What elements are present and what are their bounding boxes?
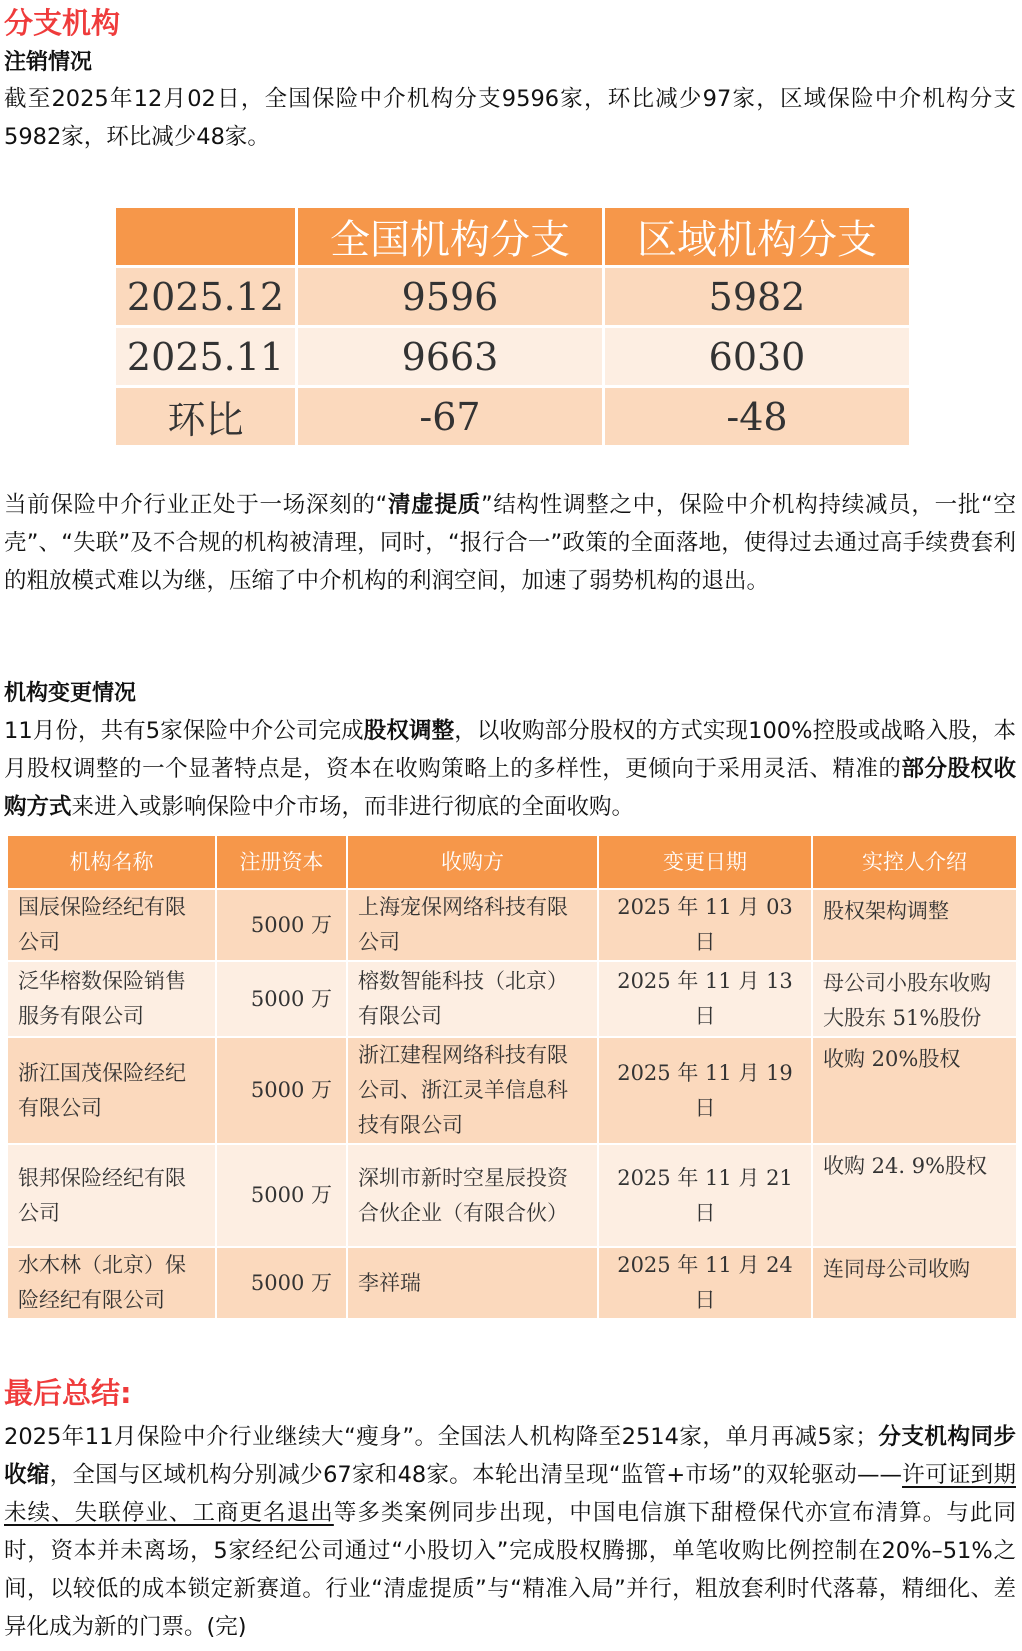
table-row	[7, 1037, 1017, 1144]
changes-bold: 部分股权收购方式	[4, 756, 1016, 820]
summary-cell: -48	[604, 387, 911, 447]
company-name-cell: 国辰保险经纪有限公司	[7, 889, 216, 961]
capital-cell: 5000 万	[216, 1037, 347, 1144]
analysis-text: 当前保险中介行业正处于一场深刻的“	[4, 492, 388, 518]
table-row	[7, 1247, 1017, 1319]
note-cell: 连同母公司收购	[812, 1247, 1017, 1319]
summary-cell: 5982	[604, 267, 911, 327]
changes-paragraph	[4, 712, 1016, 826]
changes-header-cell: 机构名称	[7, 835, 216, 889]
cancel-paragraph: 截至2025年12月02日，全国保险中介机构分支9596家，环比减少97家，区域保险中介机构分支5982家，环比减少48家。	[4, 86, 1016, 150]
acquirer-cell: 上海宠保网络科技有限公司	[347, 889, 598, 961]
summary-cell: 2025.11	[115, 327, 297, 387]
note-cell: 收购 20%股权	[812, 1037, 1017, 1144]
company-name-cell: 泛华榕数保险销售服务有限公司	[7, 961, 216, 1037]
acquirer-cell: 李祥瑞	[347, 1247, 598, 1319]
summary-text: ，全国与区域机构分别减少67家和48家。本轮出清呈现“监管+市场”的双轮驱动——	[49, 1462, 903, 1488]
changes-header-cell: 收购方	[347, 835, 598, 889]
note-cell: 股权架构调整	[812, 889, 1017, 961]
date-cell: 2025 年 11 月 24 日	[598, 1247, 812, 1319]
note-cell: 收购 24. 9%股权	[812, 1144, 1017, 1247]
table-row	[7, 961, 1017, 1037]
acquirer-cell: 深圳市新时空星辰投资合伙企业（有限合伙）	[347, 1144, 598, 1247]
changes-header-cell: 注册资本	[216, 835, 347, 889]
date-cell: 2025 年 11 月 19 日	[598, 1037, 812, 1144]
summary-cell: 9663	[297, 327, 604, 387]
changes-text: 来进入或影响保险中介市场，而非进行彻底的全面收购。	[71, 794, 635, 820]
section-title: 分支机构	[4, 6, 121, 40]
acquirer-cell: 榕数智能科技（北京）有限公司	[347, 961, 598, 1037]
summary-heading: 最后总结:	[4, 1376, 132, 1410]
summary-table-row	[115, 327, 911, 387]
summary-table-header	[115, 207, 911, 267]
summary-cell: -67	[297, 387, 604, 447]
date-cell: 2025 年 11 月 13 日	[598, 961, 812, 1037]
summary-text: 等多类案例同步出现，中国电信旗下甜橙保代亦宣布清算。与此同时，资本并未离场，5家经纪公司通过“小股切入”完成股权腾挪，单笔收购比例控制在20%–51%之间，以较低的成本锁定新赛道。行业“清虚提质”与“精准入局”并行，粗放套利时代落幕，精细化、差异化成为新的门票。(完)	[4, 1500, 1016, 1640]
changes-heading: 机构变更情况	[4, 681, 137, 706]
date-cell: 2025 年 11 月 21 日	[598, 1144, 812, 1247]
capital-cell: 5000 万	[216, 961, 347, 1037]
capital-cell: 5000 万	[216, 1144, 347, 1247]
note-cell: 母公司小股东收购大股东 51%股份	[812, 961, 1017, 1037]
changes-table-header	[7, 835, 1017, 889]
company-name-cell: 银邦保险经纪有限公司	[7, 1144, 216, 1247]
changes-text: 11月份，共有5家保险中介公司完成	[4, 718, 364, 744]
summary-paragraph	[4, 1418, 1016, 1646]
company-name-cell: 水木林（北京）保险经纪有限公司	[7, 1247, 216, 1319]
changes-table	[6, 834, 1018, 1320]
summary-cell: 环比	[115, 387, 297, 447]
table-row	[7, 1144, 1017, 1247]
analysis-text: ”结构性调整之中，保险中介机构持续减员，一批“空壳”、“失联”及不合规的机构被清理，同时，“报行合一”政策的全面落地，使得过去通过高手续费套利的粗放模式难以为继，压缩了中介机构的利润空间，加速了弱势机构的退出。	[4, 492, 1016, 594]
cancel-heading: 注销情况	[4, 50, 93, 75]
changes-header-cell: 变更日期	[598, 835, 812, 889]
company-name-cell: 浙江国茂保险经纪有限公司	[7, 1037, 216, 1144]
summary-bold: 分支机构同步收缩	[4, 1424, 1016, 1488]
summary-header-cell: 区域机构分支	[604, 207, 911, 267]
summary-cell: 9596	[297, 267, 604, 327]
changes-header-cell: 实控人介绍	[812, 835, 1017, 889]
date-cell: 2025 年 11 月 03 日	[598, 889, 812, 961]
summary-table	[113, 205, 912, 448]
changes-text: ，以收购部分股权的方式实现100%控股或战略入股，本月股权调整的一个显著特点是，资本在收购策略上的多样性，更倾向于采用灵活、精准的	[4, 718, 1016, 782]
capital-cell: 5000 万	[216, 1247, 347, 1319]
summary-header-cell: 全国机构分支	[297, 207, 604, 267]
capital-cell: 5000 万	[216, 889, 347, 961]
summary-cell: 2025.12	[115, 267, 297, 327]
summary-table-row	[115, 267, 911, 327]
table-row	[7, 889, 1017, 961]
summary-underlined: 许可证到期未续、失联停业、工商更名退出	[4, 1462, 1016, 1526]
acquirer-cell: 浙江建程网络科技有限公司、浙江灵羊信息科技有限公司	[347, 1037, 598, 1144]
analysis-bold: 清虚提质	[387, 492, 481, 518]
analysis-paragraph	[4, 486, 1016, 600]
changes-bold: 股权调整	[363, 718, 455, 744]
summary-table-row	[115, 387, 911, 447]
summary-text: 2025年11月保险中介行业继续大“瘦身”。全国法人机构降至2514家，单月再减5家；	[4, 1424, 878, 1450]
summary-cell: 6030	[604, 327, 911, 387]
summary-header-cell	[115, 207, 297, 267]
